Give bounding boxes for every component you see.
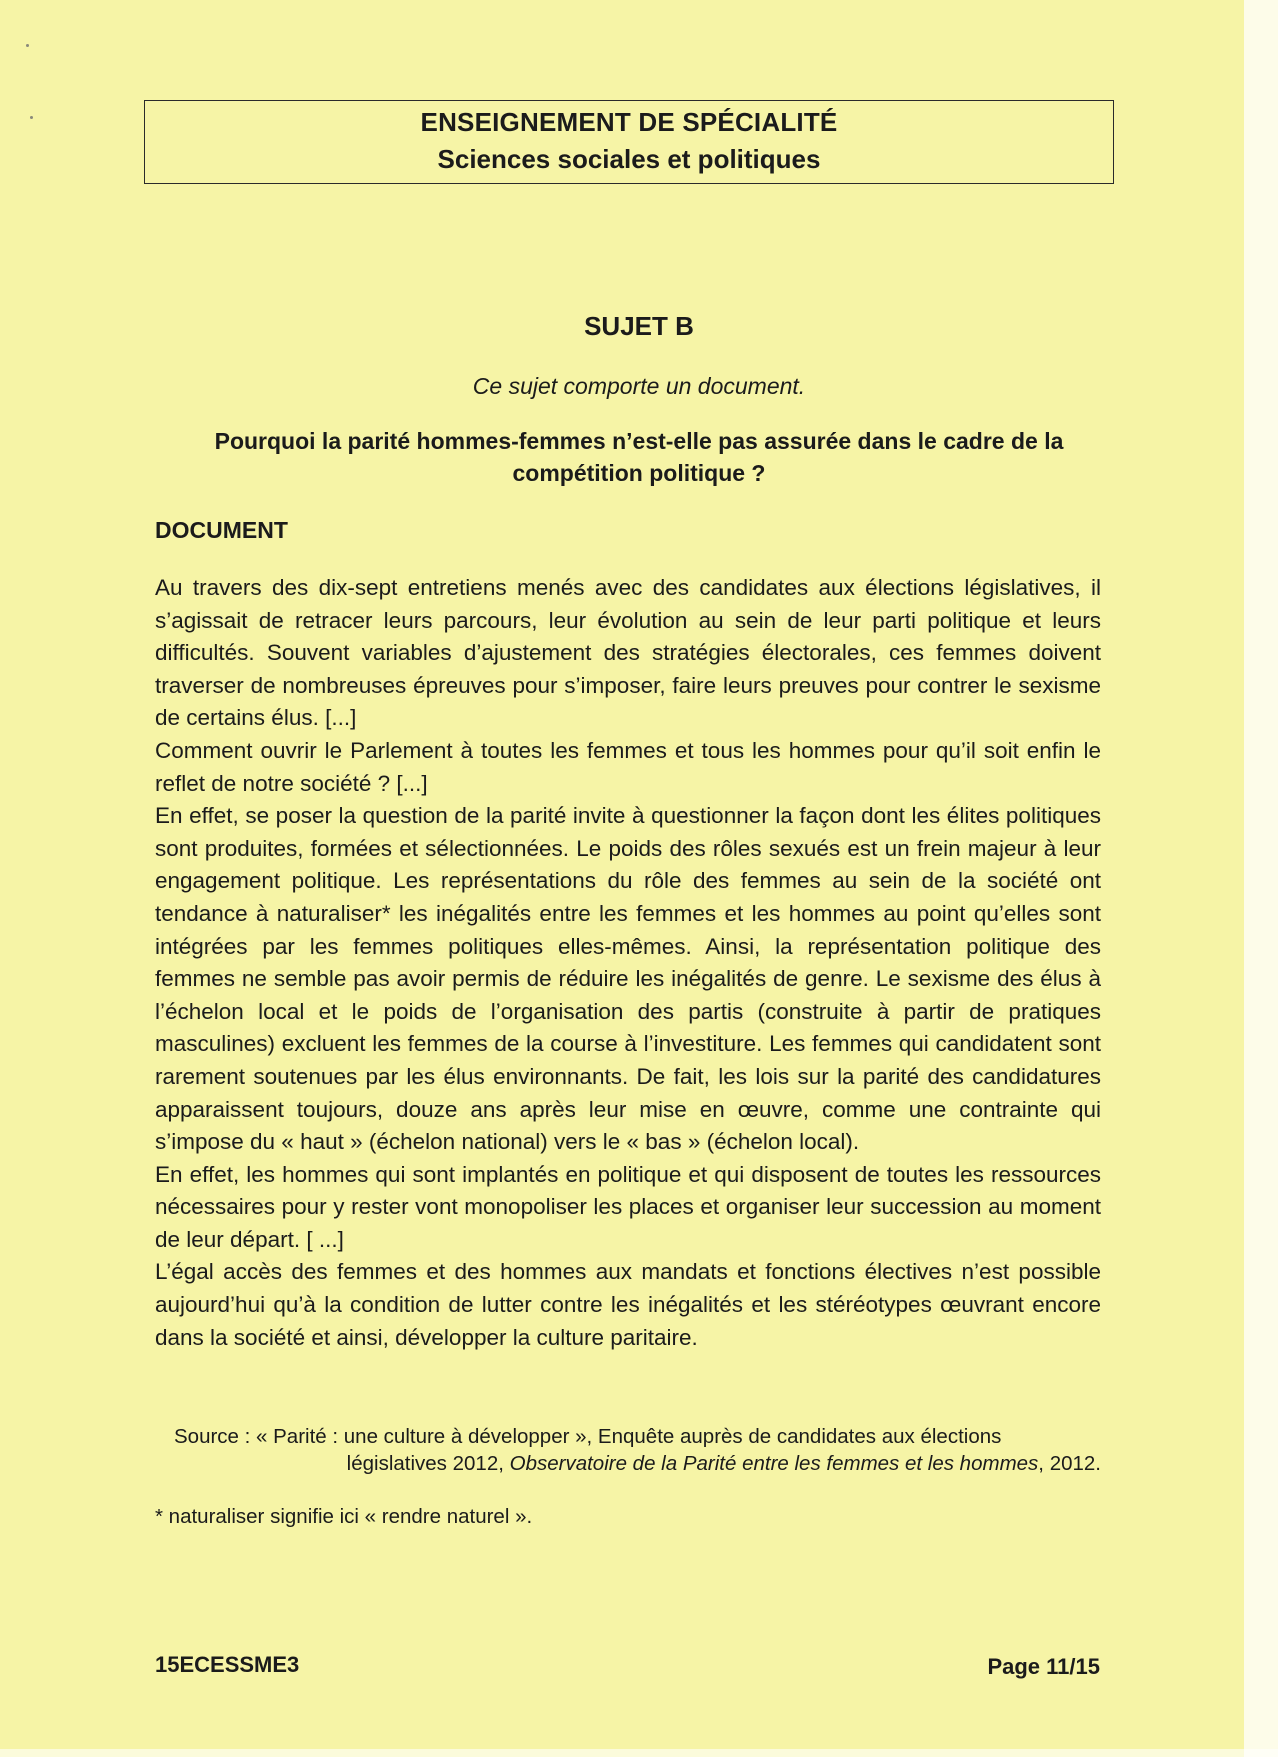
exam-code: 15ECESSME3 <box>155 1652 300 1677</box>
source-line-2 <box>174 1450 1101 1477</box>
header-subtitle: Sciences sociales et politiques <box>437 144 821 174</box>
source-end: , 2012. <box>1038 1452 1101 1475</box>
paragraph: Au travers des dix-sept entretiens menés avec des candidates aux élections législatives, il s’agissait de retracer leurs parcours, leur évolution au sein de leur parti politique et leurs difficultés. Souvent variables d’ajustement des stratégies électorales, ces femmes doivent traverser de nombreuses épreuves pour s’imposer, faire leurs preuves pour contrer le sexisme de certains élus. [...] <box>155 575 1101 731</box>
scan-speck <box>26 44 29 47</box>
source-citation <box>174 1423 1101 1477</box>
header-box <box>144 100 1114 184</box>
source-italic: Observatoire de la Parité entre les femmes et les hommes <box>509 1452 1039 1475</box>
paragraph: L’égal accès des femmes et des hommes aux mandats et fonctions électives n’est possible aujourd’hui qu’à la condition de lutter contre les inégalités et les stéréotypes œuvrant encore dans la société et ainsi, développer la culture paritaire. <box>155 1259 1101 1350</box>
document-body <box>155 572 1101 1354</box>
sujet-subtitle: Ce sujet comporte un document. <box>472 373 806 399</box>
question: Pourquoi la parité hommes-femmes n’est-elle pas assurée dans le cadre de la compétition politique ? <box>214 428 1064 486</box>
sujet-title: SUJET B <box>584 311 694 341</box>
source-line-1: Source : « Parité : une culture à développer », Enquête auprès de candidates aux élections <box>174 1425 1002 1448</box>
footnote: * naturaliser signifie ici « rendre naturel ». <box>155 1505 533 1528</box>
paragraph: En effet, les hommes qui sont implantés en politique et qui disposent de toutes les ressources nécessaires pour y rester vont monopoliser les places et organiser leur succession au moment de leur départ. [ ...] <box>155 1161 1101 1252</box>
source-plain: législatives 2012, <box>346 1452 510 1475</box>
document-label: DOCUMENT <box>155 517 288 543</box>
header-title: ENSEIGNEMENT DE SPÉCIALITÉ <box>420 107 838 137</box>
paragraph: En effet, se poser la question de la parité invite à questionner la façon dont les élites politiques sont produites, formées et sélectionnées. Le poids des rôles sexués est un frein majeur à leur engagement politique. Les représentations du rôle des femmes au sein de la société ont tendance à naturaliser* les inégalités entre les femmes et les hommes au point qu’elles sont intégrées par les femmes politiques elles-mêmes. Ainsi, la représentation politique des femmes ne semble pas avoir permis de réduire les inégalités de genre. Le sexisme des élus à l’échelon local et le poids de l’organisation des partis (construite à partir de pratiques masculines) excluent les femmes de la course à l’investiture. Les femmes qui candidatent sont rarement soutenues par les élus environnants. De fait, les lois sur la parité des candidatures apparaissent toujours, douze ans après leur mise en œuvre, comme une contrainte qui s’impose du « haut » (échelon national) vers le « bas » (échelon local). <box>155 803 1101 1155</box>
scan-edge <box>1244 0 1278 1757</box>
scan-edge <box>0 1749 1278 1757</box>
scan-speck <box>30 116 33 119</box>
page-number: Page 11/15 <box>987 1654 1100 1679</box>
paragraph: Comment ouvrir le Parlement à toutes les femmes et tous les hommes pour qu’il soit enfin le reflet de notre société ? [...] <box>155 737 1101 796</box>
